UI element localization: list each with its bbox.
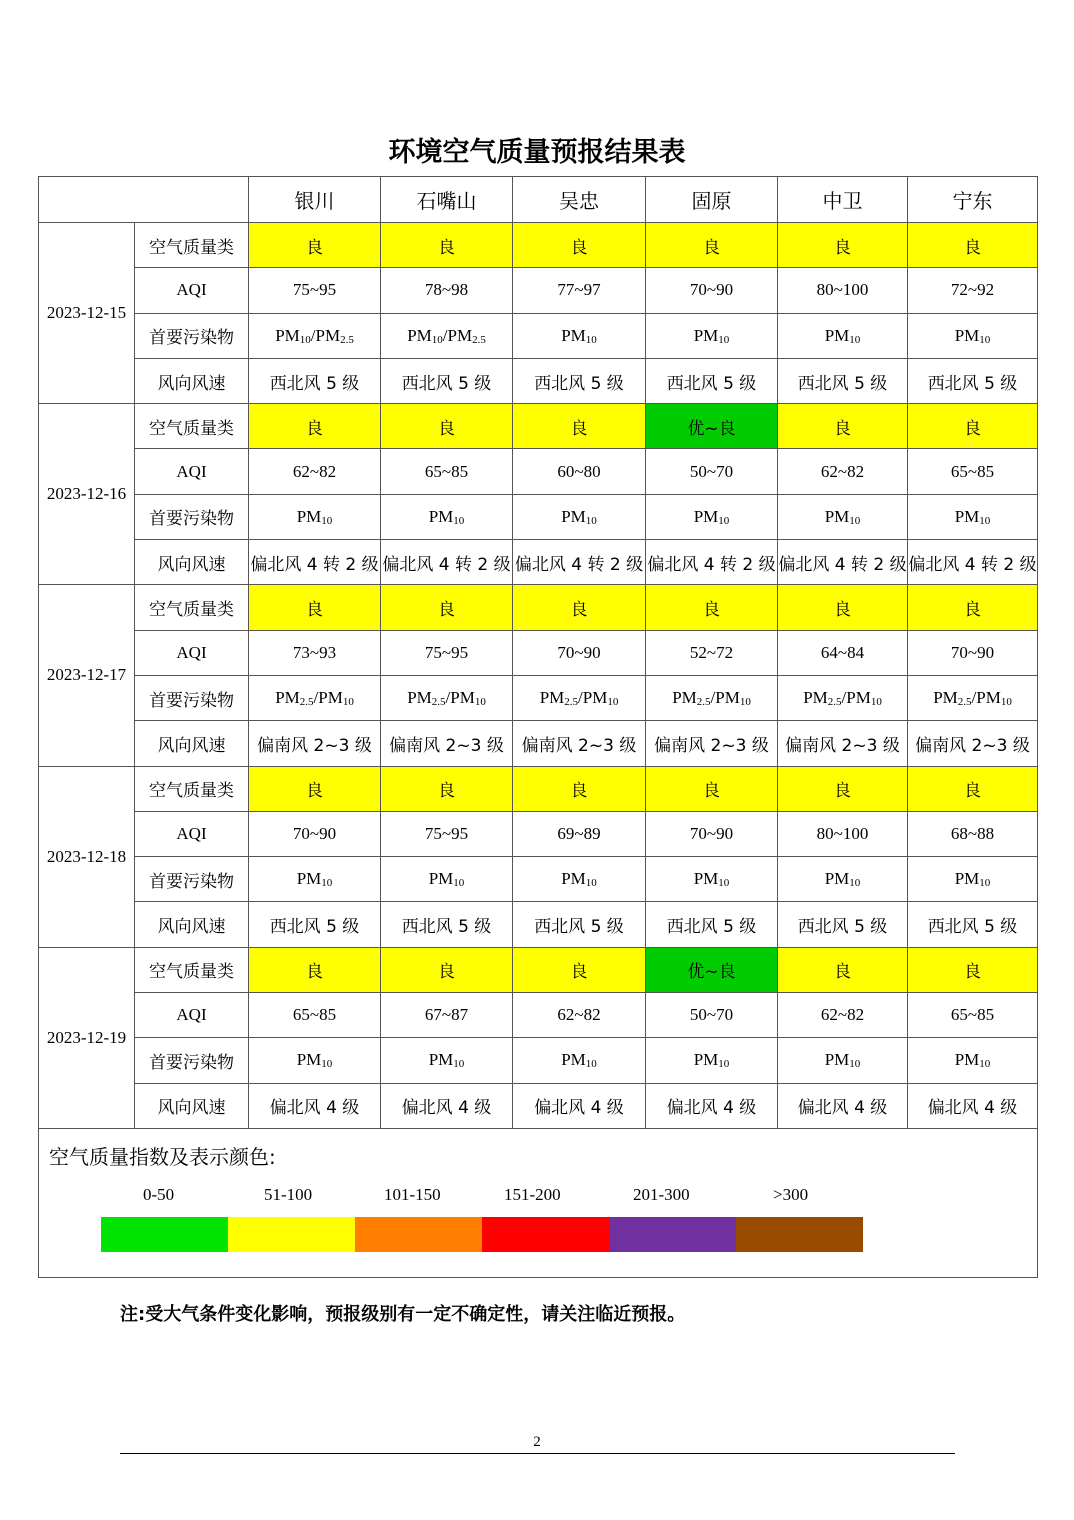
aqi-cell: 62~82 (513, 993, 646, 1038)
pollutant-name: PM (954, 1050, 980, 1070)
pollutant-subscript: 10 (321, 877, 333, 890)
category-cell: 良 (381, 766, 513, 811)
wind-cell: 西北风 5 级 (908, 902, 1038, 947)
pollutant-cell (908, 675, 1038, 720)
pollutant-name: PM (561, 506, 586, 526)
legend-range-label: 0-50 (143, 1184, 175, 1204)
row-label-category: 空气质量类 (135, 766, 249, 811)
pollutant-cell (908, 494, 1038, 539)
row-label-category: 空气质量类 (135, 223, 249, 268)
aqi-cell: 75~95 (381, 630, 513, 675)
legend-range-label: 101-150 (384, 1184, 441, 1204)
pollutant-subscript: 10 (342, 696, 354, 709)
aqi-cell: 60~80 (513, 449, 646, 494)
date-cell: 2023-12-18 (39, 766, 135, 947)
aqi-cell: 75~95 (381, 811, 513, 856)
city-header: 固原 (646, 177, 778, 223)
pollutant-subscript: 10 (849, 333, 861, 346)
pollutant-subscript: 10 (607, 696, 619, 709)
pollutant-name: /PM (313, 688, 343, 708)
forecast-row-pollutant (39, 857, 1038, 902)
wind-cell: 西北风 5 级 (778, 902, 908, 947)
pollutant-subscript: 10 (979, 877, 991, 890)
header-blank-cell (39, 177, 249, 223)
pollutant-name: /PM (578, 688, 608, 708)
pollutant-cell (249, 675, 381, 720)
aqi-cell: 70~90 (513, 630, 646, 675)
category-cell: 良 (381, 585, 513, 630)
aqi-cell: 65~85 (908, 449, 1038, 494)
pollutant-cell (381, 1038, 513, 1083)
footer-divider (120, 1453, 955, 1454)
pollutant-cell (646, 675, 778, 720)
pollutant-name: PM (954, 869, 980, 889)
pollutant-subscript: 10 (453, 1058, 465, 1071)
forecast-row-category (39, 766, 1038, 811)
wind-cell: 西北风 5 级 (381, 358, 513, 403)
pollutant-name: PM (296, 1050, 322, 1070)
row-label-aqi: AQI (135, 268, 249, 313)
row-label-pollutant: 首要污染物 (135, 857, 249, 902)
aqi-cell: 77~97 (513, 268, 646, 313)
wind-cell: 西北风 5 级 (908, 358, 1038, 403)
forecast-row-wind (39, 902, 1038, 947)
category-cell: 良 (513, 404, 646, 449)
category-cell: 良 (381, 223, 513, 268)
category-cell: 良 (778, 404, 908, 449)
aqi-cell: 70~90 (249, 811, 381, 856)
forecast-row-aqi (39, 811, 1038, 856)
pollutant-cell (249, 313, 381, 358)
pollutant-cell (513, 313, 646, 358)
category-cell: 良 (381, 404, 513, 449)
row-label-aqi: AQI (135, 630, 249, 675)
category-cell: 优~良 (646, 404, 778, 449)
city-header: 中卫 (778, 177, 908, 223)
pollutant-cell (513, 494, 646, 539)
wind-cell: 偏北风 4 转 2 级 (381, 540, 513, 585)
category-cell: 良 (908, 404, 1038, 449)
pollutant-cell (778, 675, 908, 720)
category-cell: 良 (908, 766, 1038, 811)
wind-cell: 西北风 5 级 (646, 902, 778, 947)
category-cell: 良 (249, 766, 381, 811)
row-label-category: 空气质量类 (135, 404, 249, 449)
wind-cell: 偏北风 4 级 (381, 1083, 513, 1128)
pollutant-subscript: 10 (849, 1058, 861, 1071)
pollutant-subscript: 10 (585, 877, 597, 890)
pollutant-cell (778, 313, 908, 358)
pollutant-name: /PM (971, 688, 1001, 708)
pollutant-subscript: 2.5 (299, 696, 314, 709)
pollutant-cell (381, 857, 513, 902)
aqi-cell: 80~100 (778, 268, 908, 313)
aqi-cell: 75~95 (249, 268, 381, 313)
pollutant-name: /PM (710, 688, 740, 708)
pollutant-subscript: 10 (739, 696, 751, 709)
pollutant-name: PM (824, 1050, 850, 1070)
pollutant-cell (646, 1038, 778, 1083)
aqi-cell: 62~82 (778, 449, 908, 494)
forecast-row-pollutant (39, 494, 1038, 539)
city-header: 宁东 (908, 177, 1038, 223)
pollutant-subscript: 10 (321, 1058, 333, 1071)
pollutant-name: PM (539, 688, 565, 708)
row-label-pollutant: 首要污染物 (135, 1038, 249, 1083)
category-cell: 良 (249, 404, 381, 449)
wind-cell: 偏北风 4 级 (249, 1083, 381, 1128)
pollutant-subscript: 10 (849, 877, 861, 890)
category-cell: 良 (908, 223, 1038, 268)
category-cell: 良 (646, 585, 778, 630)
pollutant-subscript: 2.5 (564, 696, 579, 709)
category-cell: 良 (778, 585, 908, 630)
pollutant-name: PM (933, 688, 958, 708)
forecast-row-category (39, 223, 1038, 268)
aqi-cell: 70~90 (646, 268, 778, 313)
row-label-wind: 风向风速 (135, 902, 249, 947)
category-cell: 优~良 (646, 947, 778, 992)
wind-cell: 西北风 5 级 (513, 902, 646, 947)
wind-cell: 偏南风 2~3 级 (908, 721, 1038, 766)
forecast-row-wind (39, 358, 1038, 403)
pollutant-cell (513, 675, 646, 720)
pollutant-subscript: 10 (718, 333, 730, 346)
aqi-cell: 67~87 (381, 993, 513, 1038)
forecast-row-pollutant (39, 675, 1038, 720)
pollutant-subscript: 2.5 (472, 333, 486, 346)
wind-cell: 偏北风 4 级 (778, 1083, 908, 1128)
forecast-row-aqi (39, 993, 1038, 1038)
wind-cell: 西北风 5 级 (778, 358, 908, 403)
category-cell: 良 (646, 223, 778, 268)
pollutant-cell (381, 313, 513, 358)
category-cell: 良 (778, 766, 908, 811)
forecast-row-category (39, 947, 1038, 992)
city-header: 吴忠 (513, 177, 646, 223)
pollutant-subscript: 10 (321, 514, 333, 527)
header-row (39, 177, 1038, 223)
pollutant-name: PM (693, 1050, 719, 1070)
legend-range-label: 51-100 (264, 1184, 313, 1204)
legend-color-swatch (609, 1217, 736, 1252)
legend-color-swatch (228, 1217, 355, 1252)
pollutant-name: PM (428, 506, 454, 526)
pollutant-cell (778, 494, 908, 539)
pollutant-cell (778, 857, 908, 902)
wind-cell: 西北风 5 级 (249, 902, 381, 947)
pollutant-cell (513, 857, 646, 902)
wind-cell: 西北风 5 级 (513, 358, 646, 403)
wind-cell: 偏南风 2~3 级 (646, 721, 778, 766)
pollutant-cell (249, 857, 381, 902)
forecast-row-aqi (39, 449, 1038, 494)
page-number: 2 (533, 1434, 541, 1450)
pollutant-cell (249, 494, 381, 539)
wind-cell: 偏北风 4 转 2 级 (513, 540, 646, 585)
pollutant-name: PM (561, 869, 586, 889)
pollutant-subscript: 2.5 (696, 696, 711, 709)
row-label-wind: 风向风速 (135, 358, 249, 403)
aqi-cell: 80~100 (778, 811, 908, 856)
pollutant-subscript: 10 (718, 1058, 730, 1071)
pollutant-subscript: 10 (431, 333, 443, 346)
forecast-row-pollutant (39, 313, 1038, 358)
row-label-wind: 风向风速 (135, 540, 249, 585)
pollutant-name: /PM (442, 325, 473, 345)
pollutant-name: PM (407, 325, 432, 345)
row-label-category: 空气质量类 (135, 585, 249, 630)
pollutant-name: /PM (445, 688, 475, 708)
aqi-cell: 64~84 (778, 630, 908, 675)
date-cell: 2023-12-19 (39, 947, 135, 1128)
aqi-cell: 69~89 (513, 811, 646, 856)
pollutant-name: PM (954, 325, 980, 345)
wind-cell: 偏南风 2~3 级 (513, 721, 646, 766)
pollutant-subscript: 10 (979, 514, 991, 527)
pollutant-name: PM (824, 506, 850, 526)
date-cell: 2023-12-16 (39, 404, 135, 585)
forecast-row-wind (39, 540, 1038, 585)
wind-cell: 偏北风 4 转 2 级 (908, 540, 1038, 585)
legend-color-swatch (736, 1217, 863, 1252)
pollutant-name: /PM (841, 688, 871, 708)
pollutant-cell (381, 675, 513, 720)
aqi-cell: 70~90 (646, 811, 778, 856)
row-label-aqi: AQI (135, 993, 249, 1038)
wind-cell: 偏北风 4 级 (513, 1083, 646, 1128)
pollutant-subscript: 10 (474, 696, 486, 709)
pollutant-name: PM (275, 688, 300, 708)
pollutant-name: PM (824, 325, 850, 345)
pollutant-subscript: 10 (870, 696, 882, 709)
row-label-pollutant: 首要污染物 (135, 494, 249, 539)
pollutant-subscript: 10 (979, 1058, 991, 1071)
forecast-row-aqi (39, 268, 1038, 313)
pollutant-cell (249, 1038, 381, 1083)
pollutant-name: PM (428, 1050, 454, 1070)
category-cell: 良 (249, 585, 381, 630)
category-cell: 良 (646, 766, 778, 811)
pollutant-subscript: 10 (718, 877, 730, 890)
pollutant-subscript: 10 (453, 877, 465, 890)
wind-cell: 西北风 5 级 (646, 358, 778, 403)
aqi-cell: 73~93 (249, 630, 381, 675)
category-cell: 良 (513, 223, 646, 268)
legend-color-swatch (101, 1217, 228, 1252)
wind-cell: 偏北风 4 级 (646, 1083, 778, 1128)
category-cell: 良 (249, 947, 381, 992)
legend-range-label: 151-200 (504, 1184, 561, 1204)
legend-color-swatch (355, 1217, 482, 1252)
pollutant-name: PM (296, 506, 322, 526)
legend-range-label: 201-300 (633, 1184, 690, 1204)
wind-cell: 偏南风 2~3 级 (249, 721, 381, 766)
aqi-cell: 72~92 (908, 268, 1038, 313)
aqi-cell: 68~88 (908, 811, 1038, 856)
wind-cell: 西北风 5 级 (381, 902, 513, 947)
row-label-pollutant: 首要污染物 (135, 313, 249, 358)
pollutant-name: PM (672, 688, 697, 708)
pollutant-subscript: 10 (849, 514, 861, 527)
legend-range-label: >300 (773, 1184, 809, 1204)
forecast-row-wind (39, 721, 1038, 766)
category-cell: 良 (778, 223, 908, 268)
pollutant-cell (908, 313, 1038, 358)
aqi-cell: 50~70 (646, 993, 778, 1038)
pollutant-cell (908, 1038, 1038, 1083)
row-label-aqi: AQI (135, 449, 249, 494)
pollutant-cell (646, 494, 778, 539)
pollutant-subscript: 10 (585, 333, 597, 346)
wind-cell: 偏北风 4 级 (908, 1083, 1038, 1128)
forecast-row-category (39, 404, 1038, 449)
pollutant-name: /PM (310, 325, 341, 345)
aqi-cell: 50~70 (646, 449, 778, 494)
aqi-cell: 65~85 (249, 993, 381, 1038)
pollutant-name: PM (275, 325, 300, 345)
pollutant-subscript: 2.5 (827, 696, 842, 709)
wind-cell: 西北风 5 级 (249, 358, 381, 403)
pollutant-name: PM (693, 506, 719, 526)
pollutant-subscript: 10 (718, 514, 730, 527)
pollutant-subscript: 10 (585, 1058, 597, 1071)
forecast-row-category (39, 585, 1038, 630)
category-cell: 良 (908, 947, 1038, 992)
category-cell: 良 (908, 585, 1038, 630)
aqi-cell: 62~82 (778, 993, 908, 1038)
forecast-row-wind (39, 1083, 1038, 1128)
pollutant-name: PM (693, 869, 719, 889)
pollutant-name: PM (428, 869, 454, 889)
pollutant-subscript: 10 (453, 514, 465, 527)
aqi-cell: 70~90 (908, 630, 1038, 675)
pollutant-cell (646, 313, 778, 358)
wind-cell: 偏南风 2~3 级 (778, 721, 908, 766)
pollutant-name: PM (561, 325, 586, 345)
pollutant-cell (513, 1038, 646, 1083)
row-label-wind: 风向风速 (135, 1083, 249, 1128)
pollutant-cell (381, 494, 513, 539)
date-cell: 2023-12-17 (39, 585, 135, 766)
aqi-cell: 65~85 (381, 449, 513, 494)
pollutant-name: PM (296, 869, 322, 889)
pollutant-subscript: 10 (299, 333, 311, 346)
category-cell: 良 (381, 947, 513, 992)
legend-title: 空气质量指数及表示颜色: (49, 1144, 276, 1169)
footnote: 注:受大气条件变化影响，预报级别有一定不确定性，请关注临近预报。 (120, 1304, 686, 1325)
pollutant-cell (908, 857, 1038, 902)
category-cell: 良 (513, 766, 646, 811)
row-label-pollutant: 首要污染物 (135, 675, 249, 720)
pollutant-cell (646, 857, 778, 902)
category-cell: 良 (513, 947, 646, 992)
pollutant-name: PM (824, 869, 850, 889)
forecast-row-aqi (39, 630, 1038, 675)
date-cell: 2023-12-15 (39, 223, 135, 404)
pollutant-subscript: 2.5 (340, 333, 354, 346)
wind-cell: 偏南风 2~3 级 (381, 721, 513, 766)
page-title: 环境空气质量预报结果表 (388, 137, 686, 168)
pollutant-subscript: 2.5 (431, 696, 446, 709)
category-cell: 良 (778, 947, 908, 992)
aqi-cell: 65~85 (908, 993, 1038, 1038)
wind-cell: 偏北风 4 转 2 级 (249, 540, 381, 585)
legend-color-swatch (482, 1217, 609, 1252)
pollutant-name: PM (954, 506, 980, 526)
aqi-cell: 78~98 (381, 268, 513, 313)
pollutant-name: PM (693, 325, 719, 345)
wind-cell: 偏北风 4 转 2 级 (778, 540, 908, 585)
pollutant-subscript: 2.5 (957, 696, 972, 709)
aqi-cell: 62~82 (249, 449, 381, 494)
pollutant-subscript: 10 (979, 333, 991, 346)
pollutant-name: PM (803, 688, 828, 708)
pollutant-name: PM (561, 1050, 586, 1070)
row-label-category: 空气质量类 (135, 947, 249, 992)
city-header: 石嘴山 (381, 177, 513, 223)
aqi-cell: 52~72 (646, 630, 778, 675)
category-cell: 良 (249, 223, 381, 268)
pollutant-name: PM (407, 688, 432, 708)
pollutant-cell (778, 1038, 908, 1083)
pollutant-subscript: 10 (1000, 696, 1012, 709)
row-label-wind: 风向风速 (135, 721, 249, 766)
pollutant-subscript: 10 (585, 514, 597, 527)
aqi-legend (39, 1128, 1038, 1277)
wind-cell: 偏北风 4 转 2 级 (646, 540, 778, 585)
city-header: 银川 (249, 177, 381, 223)
forecast-row-pollutant (39, 1038, 1038, 1083)
category-cell: 良 (513, 585, 646, 630)
forecast-table (38, 176, 1038, 1278)
row-label-aqi: AQI (135, 811, 249, 856)
